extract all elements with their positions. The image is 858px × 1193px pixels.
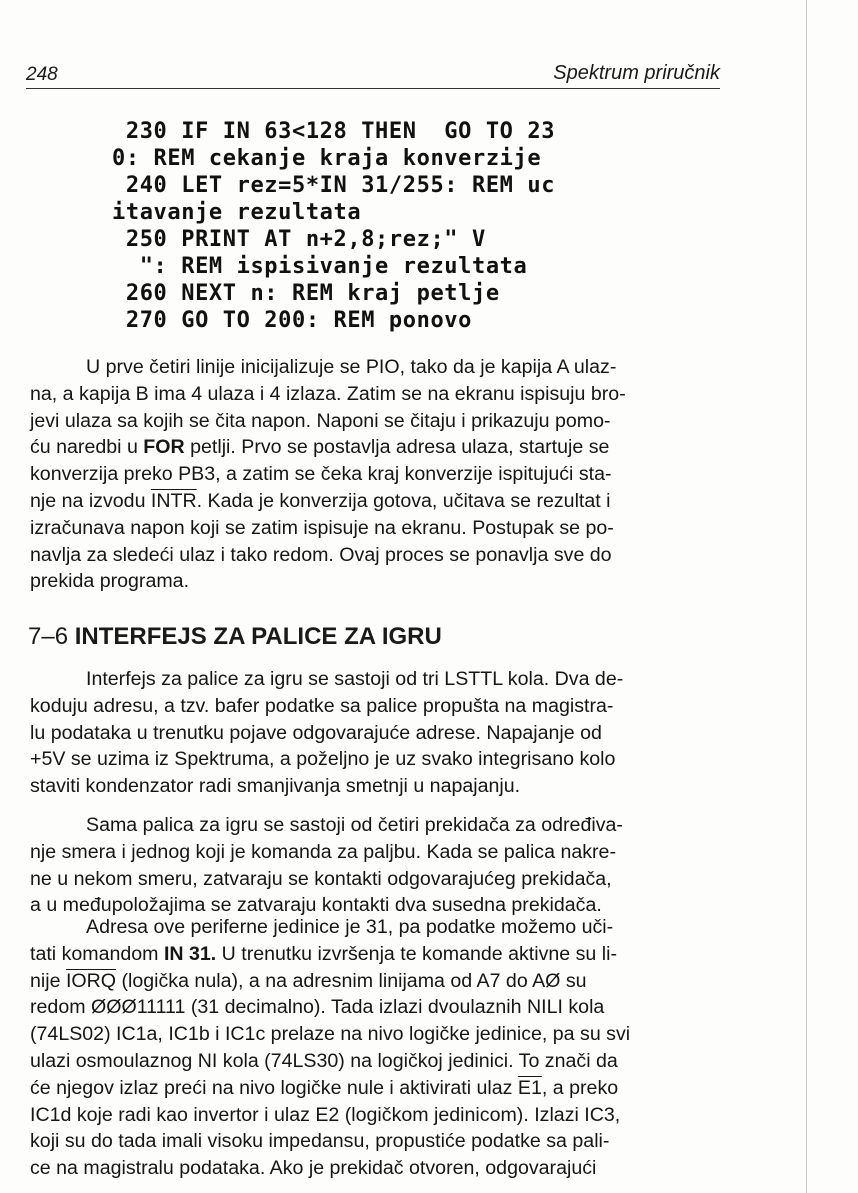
text-line: +5V se uzima iz Spektruma, a poželjno je uz svako integrisano kolo (30, 748, 616, 771)
text-span: nje na izvodu (30, 489, 151, 512)
text-line: navlja za sledeći ulaz i tako redom. Ovaj proces se ponavlja sve do (30, 543, 612, 566)
for-keyword: FOR (143, 436, 185, 459)
paragraph-interface-description (30, 666, 730, 800)
text-line (30, 488, 730, 515)
text-span: petlji. Prvo se postavlja adresa ulaza, startuje se (184, 436, 610, 459)
section-title: INTERFEJS ZA PALICE ZA IGRU (74, 623, 442, 650)
text-span: tati komandom (30, 942, 164, 965)
paragraph-program-explanation (30, 354, 730, 595)
iorq-signal: IORQ (65, 969, 117, 992)
code-line: 260 NEXT n: REM kraj petlje (112, 281, 500, 306)
text-span: , a preko (541, 1076, 619, 1099)
text-span: (logička nula), a na adresnim linijama od A7 do AØ su (116, 969, 587, 992)
text-line: staviti kondenzator radi smanjivanja smetnji u napajanju. (30, 775, 521, 798)
running-title: Spektrum priručnik (553, 62, 720, 84)
code-line: 230 IF IN 63<128 THEN GO TO 23 (112, 119, 556, 144)
basic-code-listing (112, 118, 652, 334)
text-line: koji su do tada imali visoku impedansu, propustiće podatke sa pali- (30, 1130, 610, 1153)
text-line (30, 1075, 730, 1102)
section-number: 7–6 (28, 623, 69, 650)
page-edge-line (806, 0, 807, 1193)
intr-signal: INTR (150, 489, 197, 512)
text-line: izračunava napon koji se zatim ispisuje na ekranu. Postupak se po- (30, 516, 614, 539)
text-line (30, 434, 730, 461)
text-line: jevi ulaza sa kojih se čita napon. Naponi se čitaju i prikazuju pomo- (30, 409, 611, 432)
page-number: 248 (26, 64, 58, 85)
text-line: prekida programa. (30, 570, 190, 593)
text-line: redom ØØØ11111 (31 decimalno). Tada izlazi dvoulaznih NILI kola (30, 996, 605, 1019)
code-line: itavanje rezultata (112, 200, 362, 225)
text-line: ne u nekom smeru, zatvaraju se kontakti odgovarajućeg prekidača, (30, 867, 612, 890)
e1-signal: E1 (517, 1076, 542, 1099)
text-line: (74LS02) IC1a, IC1b i IC1c prelaze na nivo logičke jedinice, pa su svi (30, 1023, 631, 1046)
text-line (30, 968, 730, 995)
text-line: Sama palica za igru se sastoji od četiri prekidača za određiva- (86, 814, 623, 836)
text-line: Adresa ove periferne jedinice je 31, pa podatke možemo uči- (86, 916, 614, 938)
text-span: . Kada je konverzija gotova, učitava se rezultat i (196, 489, 611, 512)
paragraph-address-decoding (30, 914, 730, 1182)
text-line: IC1d koje radi kao invertor i ulaz E2 (logičkom jedinicom). Izlazi IC3, (30, 1103, 621, 1126)
in31-command: IN 31. (163, 942, 217, 965)
code-line: 270 GO TO 200: REM ponovo (112, 308, 472, 333)
text-line: a u međupoložajima se zatvaraju kontakti dva susedna prekidača. (30, 894, 602, 917)
text-span: će njegov izlaz preći na nivo logičke nule i aktivirati ulaz (30, 1076, 518, 1099)
text-line: na, a kapija B ima 4 ulaza i 4 izlaza. Zatim se na ekranu ispisuju bro- (30, 382, 626, 405)
text-line (30, 941, 730, 968)
text-line: konverzija preko PB3, a zatim se čeka kraj konverzije ispitujući sta- (30, 463, 612, 486)
text-line: nje smera i jednog koji je komanda za paljbu. Kada se palica nakre- (30, 840, 616, 863)
text-line: ulazi osmoulaznog NI kola (74LS30) na logičkoj jedinici. To znači da (30, 1049, 618, 1072)
code-line: ": REM ispisivanje rezultata (112, 254, 528, 279)
text-span: U trenutku izvršenja te komande aktivne su li- (216, 942, 617, 965)
code-line: 0: REM cekanje kraja konverzije (112, 146, 542, 171)
page-header (26, 58, 720, 89)
paragraph-joystick-switches (30, 812, 730, 919)
text-line: Interfejs za palice za igru se sastoji od tri LSTTL kola. Dva de- (86, 668, 624, 690)
text-line: lu podataka u trenutku pojave odgovarajuće adrese. Napajanje od (30, 721, 602, 744)
text-line: U prve četiri linije inicijalizuje se PIO, tako da je kapija A ulaz- (86, 356, 617, 378)
text-line: ce na magistralu podataka. Ako je prekidač otvoren, odgovarajući (30, 1157, 597, 1180)
text-line: koduju adresu, a tzv. bafer podatke sa palice propušta na magistra- (30, 694, 614, 717)
text-span: ću naredbi u (30, 436, 144, 459)
text-span: nije (30, 969, 66, 992)
code-line: 250 PRINT AT n+2,8;rez;" V (112, 227, 486, 252)
code-line: 240 LET rez=5*IN 31/255: REM uc (112, 173, 556, 198)
section-heading (28, 622, 728, 652)
